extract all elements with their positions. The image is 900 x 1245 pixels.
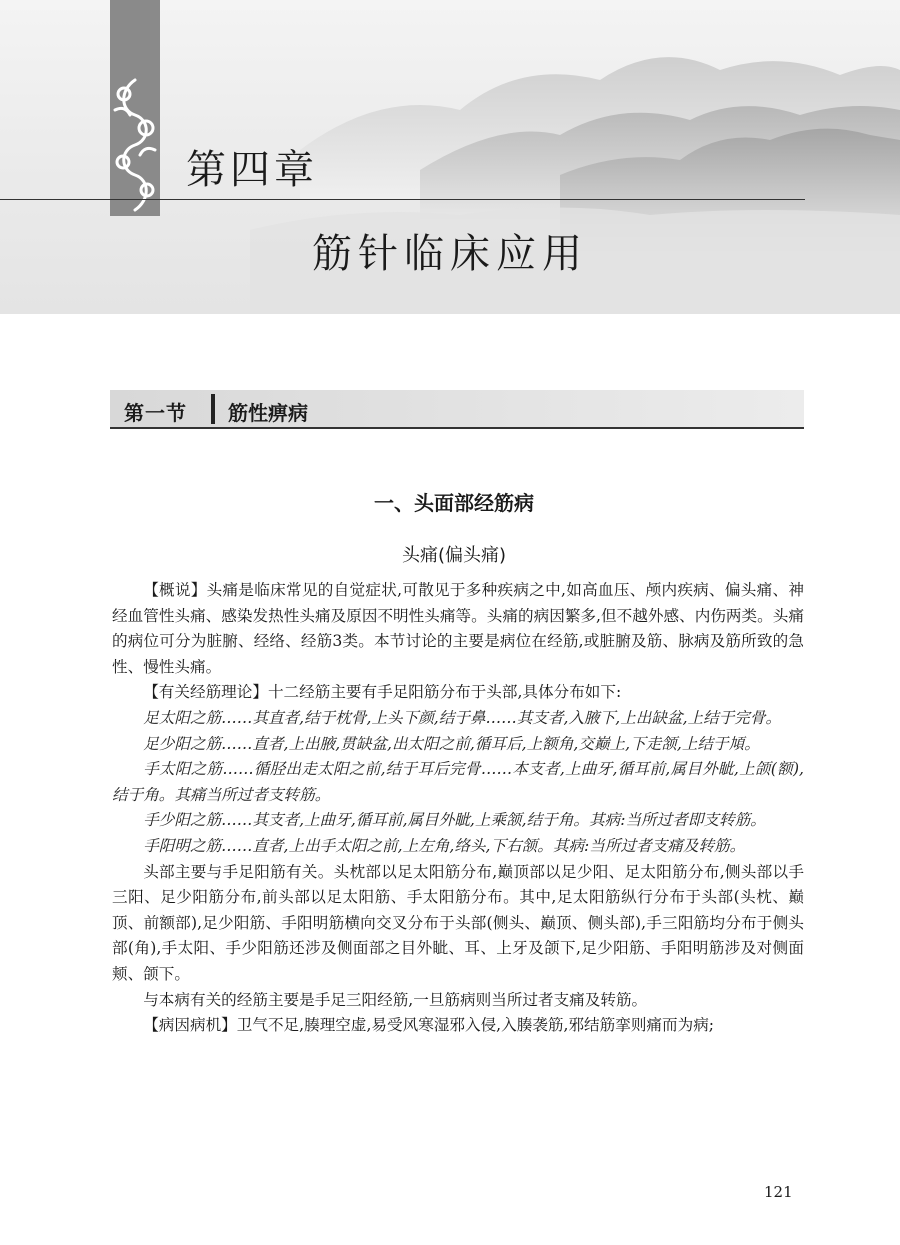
chapter-number: 第四章 (186, 147, 318, 193)
paragraph (112, 578, 804, 680)
paragraph-tag: 【病因病机】 (143, 1016, 237, 1035)
classic-quote (112, 757, 804, 808)
paragraph-text: 卫气不足,腠理空虚,易受风寒湿邪入侵,入腠袭筋,邪结筋挛则痛而为病; (236, 1016, 715, 1035)
decorative-side-strip (110, 0, 160, 216)
chapter-rule (0, 199, 805, 200)
paragraph (112, 988, 804, 1014)
heading-level-1: 一、头面部经筋病 (374, 491, 534, 515)
section-header (110, 390, 804, 429)
body-text (112, 578, 804, 1039)
paragraph (112, 860, 804, 988)
quote-text: 手阳明之筋……直者,上出手太阳之前,上左角,络头,下右颔。其病:当所过者支痛及转筋。 (143, 836, 746, 855)
quote-text: 手太阳之筋……循胫出走太阳之前,结于耳后完骨……本支者,上曲牙,循耳前,属目外眦,上颌(额),结于角。其痛当所过者支转筋。 (112, 760, 804, 804)
classic-quote (112, 808, 804, 834)
classic-quote (112, 706, 804, 732)
paragraph-text: 十二经筋主要有手足阳筋分布于头部,具体分布如下: (267, 683, 622, 702)
quote-text: 足太阳之筋……其直者,结于枕骨,上头下颜,结于鼻……其支者,入腋下,上出缺盆,上结于完骨。 (143, 708, 782, 727)
chapter-banner (0, 0, 900, 314)
classic-quote (112, 732, 804, 758)
section-divider (211, 394, 215, 424)
quote-text: 手少阳之筋……其支者,上曲牙,循耳前,属目外眦,上乘颔,结于角。其病:当所过者即支转筋。 (143, 811, 766, 830)
paragraph-tag: 【概说】 (143, 581, 207, 599)
quote-text: 足少阳之筋……直者,上出腋,贯缺盆,出太阳之前,循耳后,上额角,交巅上,下走颔,上结于頄。 (143, 734, 760, 753)
page-number: 121 (764, 1183, 793, 1201)
floral-ornament-icon (110, 70, 160, 216)
paragraph-text: 与本病有关的经筋主要是手足三阳经筋,一旦筋病则当所过者支痛及转筋。 (143, 990, 648, 1009)
classic-quote (112, 834, 804, 860)
paragraph (112, 1013, 804, 1039)
paragraph-text: 头痛是临床常见的自觉症状,可散见于多种疾病之中,如高血压、颅内疾病、偏头痛、神经血管性头痛、感染发热性头痛及原因不明性头痛等。头痛的病因繁多,但不越外感、内伤两类。头痛的病位可分为脏腑、经络、经筋3类。本节讨论的主要是病位在经筋,或脏腑及筋、脉病及筋所致的急性、慢性头痛。 (112, 581, 804, 676)
section-number: 第一节 (124, 401, 187, 425)
paragraph (112, 680, 804, 706)
chapter-title: 筋针临床应用 (312, 231, 588, 277)
paragraph-tag: 【有关经筋理论】 (143, 683, 268, 702)
paragraph-text: 头部主要与手足阳筋有关。头枕部以足太阳筋分布,巅顶部以足少阳、足太阳筋分布,侧头部以手三阳、足少阳筋分布,前头部以足太阳筋、手太阳筋分布。其中,足太阳筋纵行分布于头部(头枕、巅顶、前额部),足少阳筋、手阳明筋横向交叉分布于头部(侧头、巅顶、侧头部),手三阳筋均分布于侧头部(角),手太阳、手少阳筋还涉及侧面部之目外眦、耳、上牙及颌下,足少阳筋、手阳明筋涉及对侧面颊、颌下。 (112, 862, 804, 983)
section-title: 筋性痹病 (228, 401, 308, 425)
heading-level-2: 头痛(偏头痛) (401, 545, 507, 566)
